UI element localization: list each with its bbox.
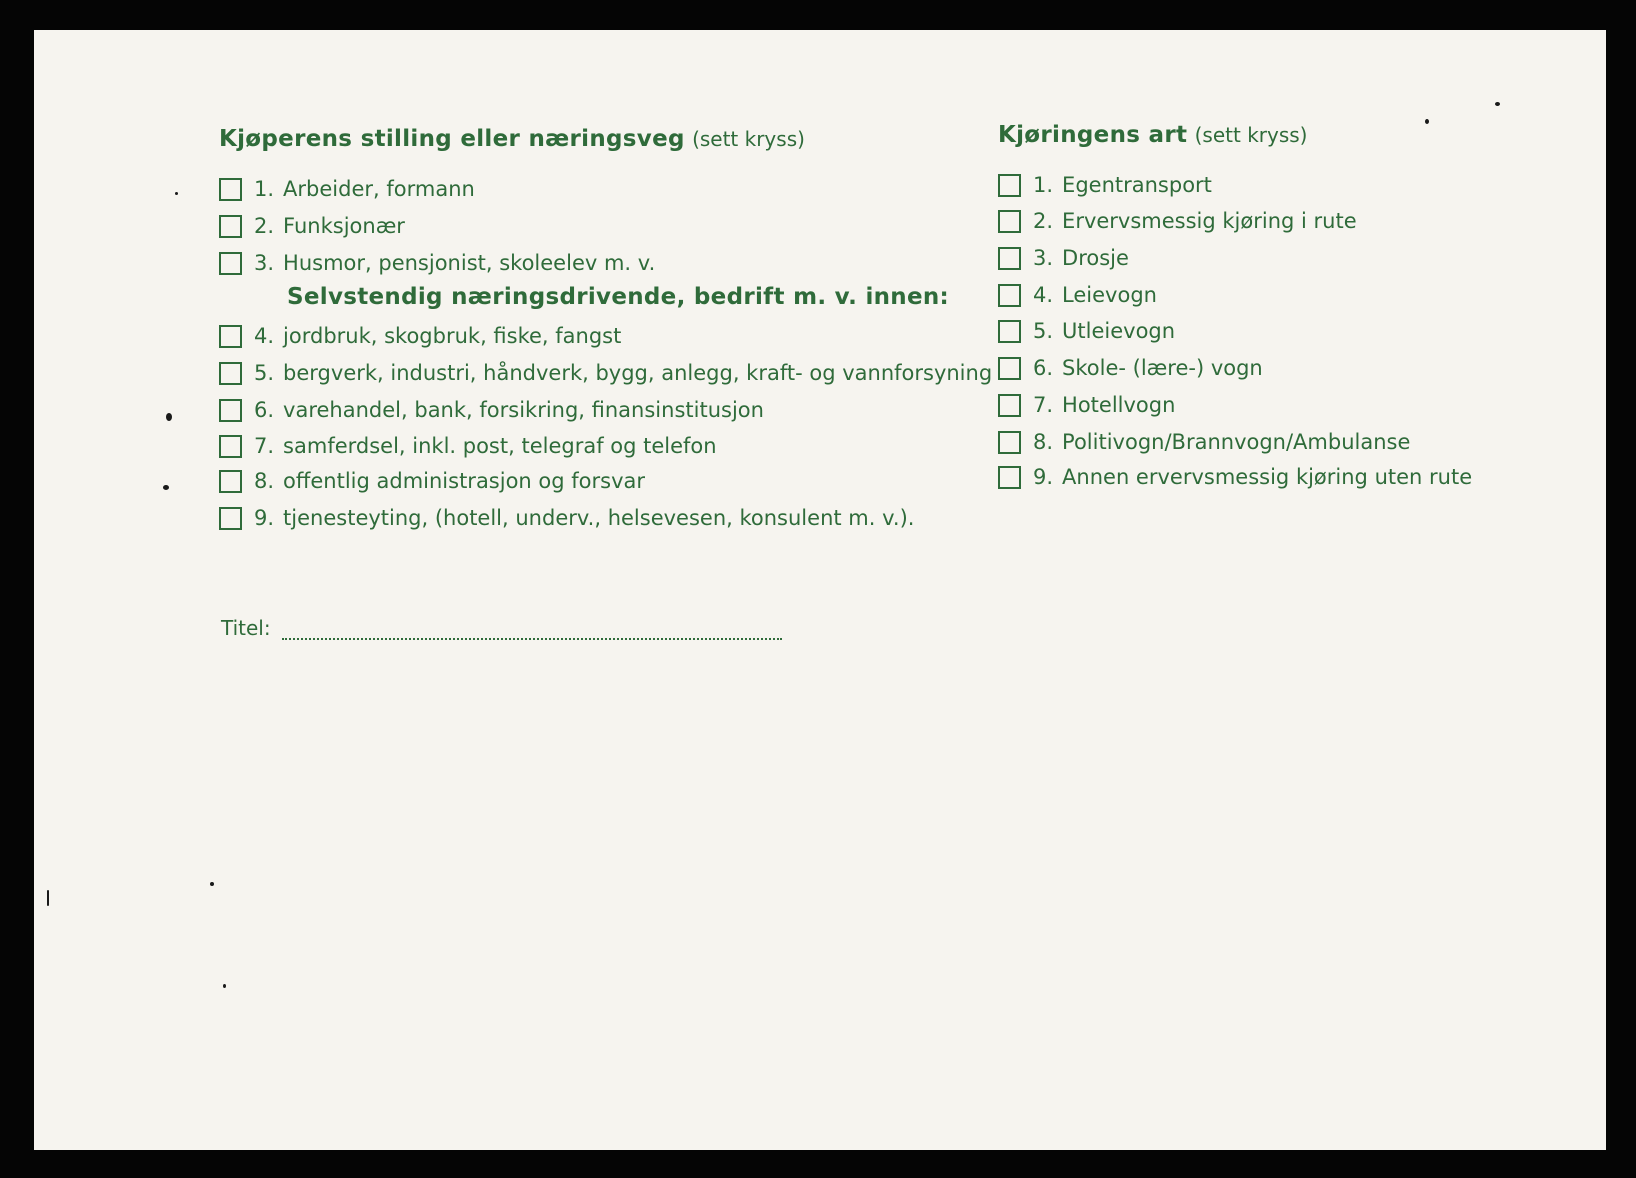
left-option-9[interactable] xyxy=(219,503,914,533)
paper-speck xyxy=(223,984,226,988)
paper-speck xyxy=(1495,102,1500,106)
right-option-3[interactable] xyxy=(998,243,1129,273)
right-option-2[interactable] xyxy=(998,206,1357,236)
right-option-7[interactable] xyxy=(998,390,1175,420)
option-number: 3. xyxy=(254,251,275,275)
checkbox[interactable] xyxy=(998,431,1021,454)
option-number: 5. xyxy=(254,361,275,385)
option-label: Funksjonær xyxy=(283,214,405,238)
option-number: 8. xyxy=(254,469,275,493)
checkbox[interactable] xyxy=(998,394,1021,417)
option-number: 1. xyxy=(1033,173,1054,197)
option-label: Ervervsmessig kjøring i rute xyxy=(1062,209,1357,233)
right-heading-note: (sett kryss) xyxy=(1194,123,1308,147)
form-card xyxy=(34,30,1606,1150)
checkbox[interactable] xyxy=(219,399,242,422)
titel-label: Titel: xyxy=(221,616,271,640)
left-option-4[interactable] xyxy=(219,321,621,351)
paper-speck xyxy=(47,890,49,906)
option-label: Hotellvogn xyxy=(1062,393,1176,417)
option-label: Drosje xyxy=(1062,246,1129,270)
option-label: Husmor, pensjonist, skoleelev m. v. xyxy=(283,251,656,275)
checkbox[interactable] xyxy=(219,178,242,201)
left-option-6[interactable] xyxy=(219,395,764,425)
paper-speck xyxy=(1425,119,1429,124)
option-label: samferdsel, inkl. post, telegraf og telefon xyxy=(283,434,717,458)
left-heading-title: Kjøperens stilling eller næringsveg xyxy=(219,126,685,152)
option-number: 7. xyxy=(254,434,275,458)
option-label: bergverk, industri, håndverk, bygg, anlegg, kraft- og vannforsyning xyxy=(283,361,993,385)
option-number: 1. xyxy=(254,177,275,201)
left-option-3[interactable] xyxy=(219,248,655,278)
option-number: 4. xyxy=(254,324,275,348)
checkbox[interactable] xyxy=(219,252,242,275)
paper-speck xyxy=(166,413,172,421)
checkbox[interactable] xyxy=(998,247,1021,270)
right-option-9[interactable] xyxy=(998,462,1472,492)
left-option-5[interactable] xyxy=(219,358,992,388)
checkbox[interactable] xyxy=(998,210,1021,233)
option-label: Egentransport xyxy=(1062,173,1212,197)
option-label: varehandel, bank, forsikring, finansinstitusjon xyxy=(283,398,764,422)
paper-speck xyxy=(163,485,169,490)
option-number: 7. xyxy=(1033,393,1054,417)
option-label: tjenesteyting, (hotell, underv., helsevesen, konsulent m. v.). xyxy=(283,506,915,530)
option-label: Politivogn/Brannvogn/Ambulanse xyxy=(1062,430,1411,454)
paper-speck xyxy=(175,192,178,195)
option-number: 2. xyxy=(1033,209,1054,233)
left-option-2[interactable] xyxy=(219,211,405,241)
right-option-8[interactable] xyxy=(998,427,1410,457)
left-section-heading xyxy=(219,126,805,152)
option-label: jordbruk, skogbruk, fiske, fangst xyxy=(283,324,622,348)
titel-input-line[interactable] xyxy=(282,638,782,640)
option-number: 8. xyxy=(1033,430,1054,454)
right-option-4[interactable] xyxy=(998,280,1157,310)
left-option-8[interactable] xyxy=(219,466,645,496)
checkbox[interactable] xyxy=(219,215,242,238)
option-number: 6. xyxy=(1033,356,1054,380)
checkbox[interactable] xyxy=(998,357,1021,380)
checkbox[interactable] xyxy=(998,174,1021,197)
paper-speck xyxy=(210,882,214,886)
option-label: Utleievogn xyxy=(1062,319,1176,343)
checkbox[interactable] xyxy=(219,435,242,458)
checkbox[interactable] xyxy=(998,466,1021,489)
option-label: Annen ervervsmessig kjøring uten rute xyxy=(1062,465,1473,489)
option-number: 6. xyxy=(254,398,275,422)
option-label: Arbeider, formann xyxy=(283,177,475,201)
left-subheading: Selvstendig næringsdrivende, bedrift m. v. innen: xyxy=(287,284,950,310)
left-option-1[interactable] xyxy=(219,174,475,204)
option-number: 9. xyxy=(254,506,275,530)
checkbox[interactable] xyxy=(219,507,242,530)
option-number: 3. xyxy=(1033,246,1054,270)
checkbox[interactable] xyxy=(219,362,242,385)
checkbox[interactable] xyxy=(219,325,242,348)
option-number: 4. xyxy=(1033,283,1054,307)
right-heading-title: Kjøringens art xyxy=(998,122,1188,148)
option-label: offentlig administrasjon og forsvar xyxy=(283,469,646,493)
checkbox[interactable] xyxy=(219,470,242,493)
option-label: Skole- (lære-) vogn xyxy=(1062,356,1263,380)
option-number: 9. xyxy=(1033,465,1054,489)
right-section-heading xyxy=(998,122,1307,148)
option-number: 5. xyxy=(1033,319,1054,343)
right-option-1[interactable] xyxy=(998,170,1212,200)
right-option-6[interactable] xyxy=(998,353,1263,383)
checkbox[interactable] xyxy=(998,320,1021,343)
option-number: 2. xyxy=(254,214,275,238)
option-label: Leievogn xyxy=(1062,283,1157,307)
right-option-5[interactable] xyxy=(998,316,1175,346)
left-heading-note: (sett kryss) xyxy=(692,127,805,151)
left-option-7[interactable] xyxy=(219,431,717,461)
checkbox[interactable] xyxy=(998,284,1021,307)
